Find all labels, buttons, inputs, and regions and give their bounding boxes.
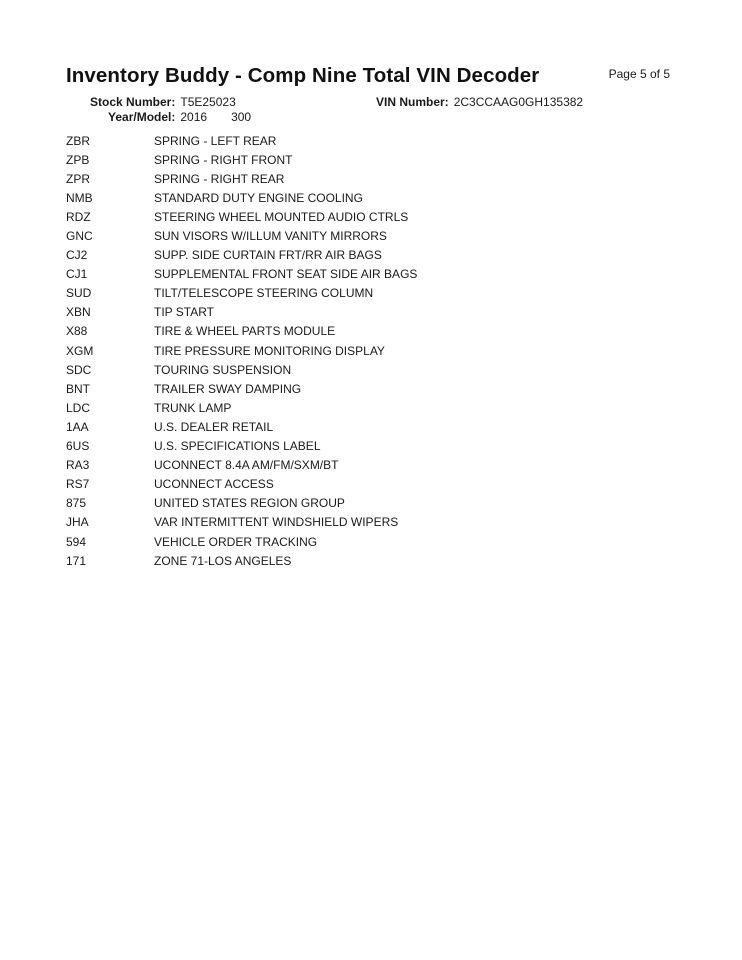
option-code: 1AA xyxy=(66,419,89,434)
option-code: ZBR xyxy=(66,133,90,148)
option-code: 875 xyxy=(66,496,87,511)
option-description: TOURING SUSPENSION xyxy=(154,362,292,377)
option-description: SPRING - LEFT REAR xyxy=(154,133,277,148)
option-code: LDC xyxy=(66,400,91,415)
page-number: Page 5 of 5 xyxy=(608,67,670,81)
option-row xyxy=(66,494,686,513)
vin-number-value: 2C3CCAAG0GH135382 xyxy=(453,95,584,109)
option-row xyxy=(66,437,686,456)
option-code: NMB xyxy=(66,190,93,205)
option-description: U.S. DEALER RETAIL xyxy=(154,419,274,434)
option-description: U.S. SPECIFICATIONS LABEL xyxy=(154,439,321,454)
option-code: JHA xyxy=(66,515,89,530)
option-row xyxy=(66,150,686,169)
option-description: TIP START xyxy=(154,305,215,320)
option-description: STEERING WHEEL MOUNTED AUDIO CTRLS xyxy=(154,209,409,224)
option-row xyxy=(66,456,686,475)
option-code: 171 xyxy=(66,553,87,568)
option-description: TRAILER SWAY DAMPING xyxy=(154,381,302,396)
option-description: UNITED STATES REGION GROUP xyxy=(154,496,345,511)
option-code: ZPB xyxy=(66,152,90,167)
option-description: SUPPLEMENTAL FRONT SEAT SIDE AIR BAGS xyxy=(154,267,418,282)
vin-number-row xyxy=(376,95,583,109)
option-description: UCONNECT ACCESS xyxy=(154,477,274,492)
option-code: SUD xyxy=(66,286,92,301)
option-row xyxy=(66,246,686,265)
year-model-label: Year/Model: xyxy=(108,110,176,124)
option-code: BNT xyxy=(66,381,90,396)
option-row xyxy=(66,341,686,360)
option-row xyxy=(66,169,686,188)
option-code: SDC xyxy=(66,362,92,377)
page-title: Inventory Buddy - Comp Nine Total VIN Decoder xyxy=(66,64,540,87)
option-row xyxy=(66,360,686,379)
option-row xyxy=(66,417,686,436)
option-description: SUPP. SIDE CURTAIN FRT/RR AIR BAGS xyxy=(154,248,382,263)
option-description: TIRE PRESSURE MONITORING DISPLAY xyxy=(154,343,385,358)
option-row xyxy=(66,284,686,303)
option-row xyxy=(66,226,686,245)
option-description: VEHICLE ORDER TRACKING xyxy=(154,534,318,549)
stock-number-value: T5E25023 xyxy=(180,95,236,109)
option-description: VAR INTERMITTENT WINDSHIELD WIPERS xyxy=(154,515,399,530)
option-row xyxy=(66,475,686,494)
option-description: TILT/TELESCOPE STEERING COLUMN xyxy=(154,286,374,301)
option-description: TIRE & WHEEL PARTS MODULE xyxy=(154,324,336,339)
option-code: RS7 xyxy=(66,477,90,492)
option-code: GNC xyxy=(66,229,93,244)
model-value: 300 xyxy=(231,110,252,124)
option-code: 594 xyxy=(66,534,87,549)
option-description: SPRING - RIGHT REAR xyxy=(154,171,285,186)
option-row xyxy=(66,398,686,417)
option-row xyxy=(66,265,686,284)
option-code: CJ2 xyxy=(66,248,88,263)
option-description: ZONE 71-LOS ANGELES xyxy=(154,553,292,568)
option-code: RDZ xyxy=(66,209,91,224)
stock-number-row xyxy=(90,95,236,109)
option-code: 6US xyxy=(66,439,90,454)
option-description: TRUNK LAMP xyxy=(154,400,232,415)
option-row xyxy=(66,207,686,226)
year-value: 2016 xyxy=(180,110,208,124)
year-model-row xyxy=(108,110,251,124)
option-description: UCONNECT 8.4A AM/FM/SXM/BT xyxy=(154,458,339,473)
option-row xyxy=(66,131,686,150)
option-description: SUN VISORS W/ILLUM VANITY MIRRORS xyxy=(154,229,387,244)
option-code: XBN xyxy=(66,305,91,320)
option-code: XGM xyxy=(66,343,94,358)
option-row xyxy=(66,513,686,532)
option-description: STANDARD DUTY ENGINE COOLING xyxy=(154,190,363,205)
stock-number-label: Stock Number: xyxy=(90,95,176,109)
option-code: CJ1 xyxy=(66,267,88,282)
option-row xyxy=(66,303,686,322)
option-row xyxy=(66,551,686,570)
option-code: X88 xyxy=(66,324,88,339)
options-list xyxy=(66,131,686,570)
vin-number-label: VIN Number: xyxy=(376,95,449,109)
option-code: ZPR xyxy=(66,171,90,186)
option-row xyxy=(66,322,686,341)
option-row xyxy=(66,379,686,398)
option-row xyxy=(66,188,686,207)
option-code: RA3 xyxy=(66,458,90,473)
option-description: SPRING - RIGHT FRONT xyxy=(154,152,293,167)
option-row xyxy=(66,532,686,551)
